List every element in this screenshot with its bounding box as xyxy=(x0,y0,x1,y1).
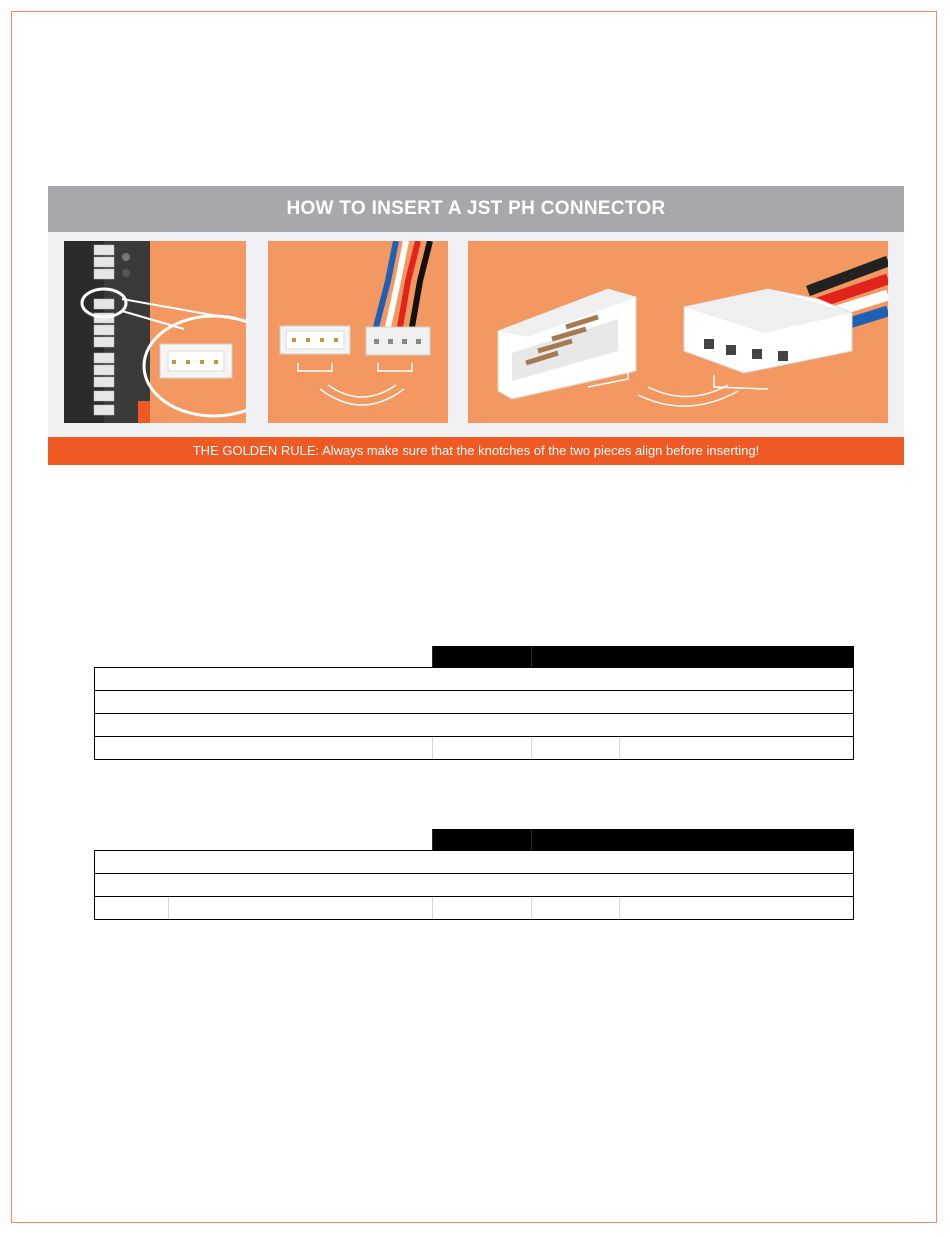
blank-table-2 xyxy=(94,829,854,920)
table-row xyxy=(95,850,854,873)
board-connector-illustration xyxy=(64,241,246,423)
header-cell xyxy=(432,829,532,850)
golden-rule-bar xyxy=(48,437,904,465)
plug-and-socket-illustration xyxy=(268,241,448,423)
table-row xyxy=(95,873,854,896)
header-cell xyxy=(532,646,854,667)
jst-connector-banner xyxy=(48,186,904,465)
table-header-row xyxy=(95,646,854,667)
table-row xyxy=(95,736,854,759)
table-row xyxy=(95,713,854,736)
banner-title: HOW TO INSERT A JST PH CONNECTOR xyxy=(48,186,904,232)
table-row xyxy=(95,667,854,690)
blank-table-1 xyxy=(94,646,854,760)
header-cell xyxy=(432,646,532,667)
golden-rule-text: Always make sure that the knotches of the two pieces align before inserting! xyxy=(322,443,760,458)
header-cell xyxy=(532,829,854,850)
golden-rule-label: THE GOLDEN RULE: xyxy=(192,443,320,458)
table-row xyxy=(95,896,854,919)
connector-alignment-illustration xyxy=(468,241,888,423)
table-row xyxy=(95,690,854,713)
table-header-row xyxy=(95,829,854,850)
